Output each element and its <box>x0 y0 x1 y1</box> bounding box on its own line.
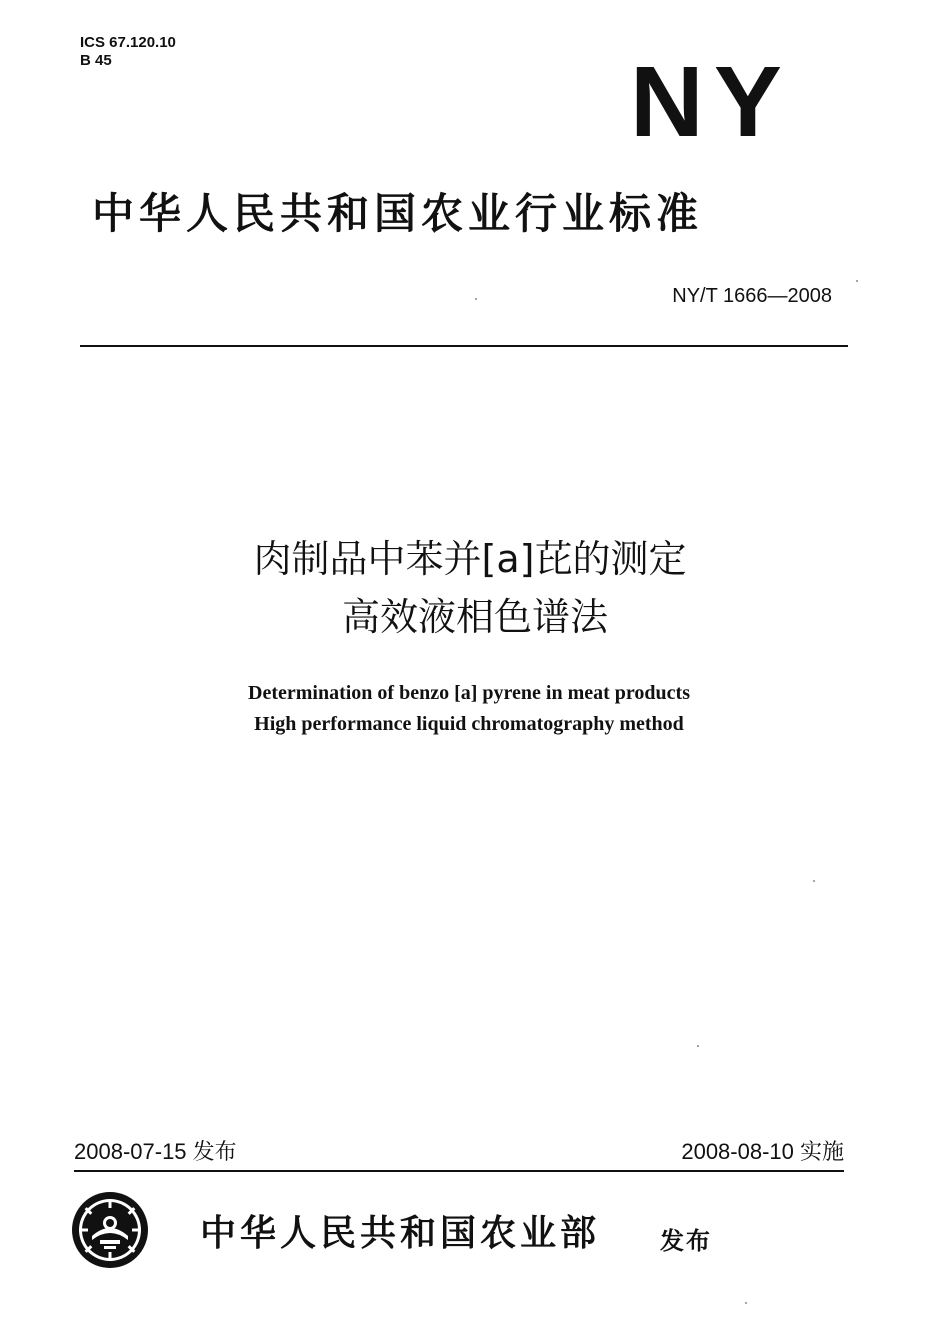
document-title-en-line1: Determination of benzo [a] pyrene in meat products <box>248 682 690 704</box>
ics-block <box>80 34 176 70</box>
document-title-zh <box>0 534 950 642</box>
issue-date: 2008-07-15 发布 <box>74 1139 237 1164</box>
publisher-suffix: 发布 <box>660 1227 712 1255</box>
standard-title: 中华人民共和国农业行业标准 <box>92 189 704 238</box>
document-title-en-line2: High performance liquid chromatography method <box>254 713 684 735</box>
implementation-date: 2008-08-10 实施 <box>681 1139 844 1164</box>
ics-code: ICS 67.120.10 <box>80 34 176 51</box>
document-title-en <box>0 678 950 740</box>
scan-speck <box>856 280 858 282</box>
ny-logo: NY <box>630 46 793 158</box>
document-title-zh-line1: 肉制品中苯并[a]芘的测定 <box>253 537 687 581</box>
publisher-name: 中华人民共和国农业部 <box>200 1213 601 1254</box>
scan-speck <box>697 1045 699 1047</box>
scan-speck <box>745 1302 747 1304</box>
scan-speck <box>475 298 477 300</box>
classification-code: B 45 <box>80 52 112 69</box>
header-divider <box>80 345 848 347</box>
document-title-zh-line2: 高效液相色谱法 <box>341 595 608 639</box>
scan-speck <box>813 880 815 882</box>
footer-divider <box>74 1170 844 1172</box>
standard-code: NY/T 1666—2008 <box>672 285 832 307</box>
ministry-emblem-icon <box>70 1190 150 1270</box>
